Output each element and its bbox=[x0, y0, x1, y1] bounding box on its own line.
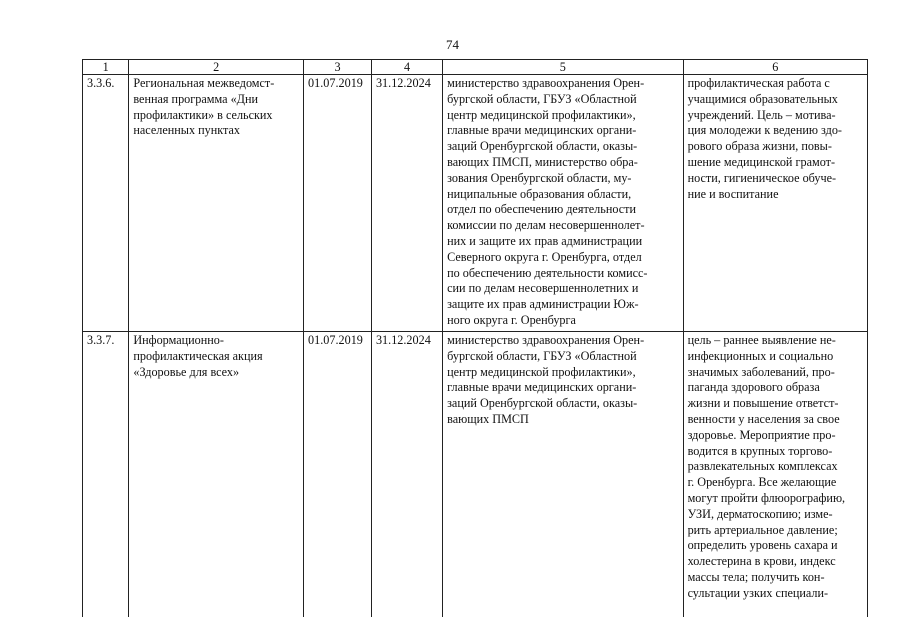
text-line: них и защите их прав администрации bbox=[447, 233, 643, 248]
expected-result bbox=[683, 75, 867, 332]
measures-table bbox=[82, 59, 868, 617]
text-line: учащимися образовательных bbox=[687, 91, 838, 106]
start-date: 01.07.2019 bbox=[304, 332, 372, 617]
page-number: 74 bbox=[446, 37, 459, 52]
expected-result bbox=[683, 332, 867, 617]
text-line: УЗИ, дерматоскопию; изме- bbox=[687, 506, 833, 521]
text-line: Информационно- bbox=[133, 333, 224, 347]
measure-name bbox=[129, 75, 304, 332]
text-line: определить уровень сахара и bbox=[687, 538, 838, 553]
text-line: зования Оренбургской области, му- bbox=[447, 170, 632, 185]
text-line: сультации узких специали- bbox=[687, 585, 829, 600]
text-line: Северного округа г. Оренбурга, отдел bbox=[447, 249, 642, 264]
end-date: 31.12.2024 bbox=[371, 332, 442, 617]
text-line: жизни и повышение ответст- bbox=[687, 396, 839, 411]
text-line: значимых заболеваний, про- bbox=[687, 364, 835, 379]
column-number-row bbox=[83, 60, 868, 75]
table-row bbox=[83, 332, 868, 617]
text-line: вающих ПМСП bbox=[447, 411, 529, 426]
text-line: министерство здравоохранения Орен- bbox=[447, 76, 645, 90]
text-line: главные врачи медицинских органи- bbox=[447, 380, 637, 395]
text-line: шение медицинской грамот- bbox=[687, 154, 836, 169]
text-line: рового образа жизни, повы- bbox=[687, 139, 832, 154]
text-line: заций Оренбургской области, оказы- bbox=[447, 396, 638, 411]
text-line: ние и воспитание bbox=[687, 186, 779, 201]
text-line: министерство здравоохранения Орен- bbox=[447, 333, 645, 347]
text-line: комиссии по делам несовершеннолет- bbox=[447, 218, 645, 233]
text-line: профилактики» в сельских bbox=[133, 107, 273, 122]
text-line: холестерина в крови, индекс bbox=[687, 554, 836, 569]
text-line: развлекательных комплексах bbox=[687, 459, 838, 474]
text-line: бургской области, ГБУЗ «Областной bbox=[447, 348, 637, 363]
table-row bbox=[83, 75, 868, 332]
column-number: 2 bbox=[129, 60, 304, 75]
text-line: учреждений. Цель – мотива- bbox=[687, 107, 836, 122]
text-line: населенных пунктах bbox=[133, 123, 241, 138]
measure-name bbox=[129, 332, 304, 617]
text-line: защите их прав администрации Юж- bbox=[447, 297, 639, 312]
text-line: профилактическая работа с bbox=[687, 76, 830, 90]
text-line: венная программа «Дни bbox=[133, 91, 259, 106]
text-line: водится в крупных торгово- bbox=[687, 443, 833, 458]
text-line: ного округа г. Оренбурга bbox=[447, 312, 576, 327]
item-number: 3.3.6. bbox=[83, 75, 129, 332]
text-line: отдел по обеспечению деятельности bbox=[447, 202, 636, 217]
text-line: массы тела; получить кон- bbox=[687, 569, 825, 584]
text-line: инфекционных и социально bbox=[687, 348, 834, 363]
text-line: цель – раннее выявление не- bbox=[687, 333, 836, 347]
executors bbox=[443, 75, 683, 332]
text-line: профилактическая акция bbox=[133, 348, 263, 363]
executors bbox=[443, 332, 683, 617]
text-line: могут пройти флюорографию, bbox=[687, 490, 846, 505]
column-number: 6 bbox=[683, 60, 867, 75]
text-line: вающих ПМСП, министерство обра- bbox=[447, 154, 638, 169]
column-number: 1 bbox=[83, 60, 129, 75]
text-line: паганда здорового образа bbox=[687, 380, 820, 395]
text-line: ниципальные образования области, bbox=[447, 186, 632, 201]
text-line: заций Оренбургской области, оказы- bbox=[447, 139, 638, 154]
column-number: 3 bbox=[304, 60, 372, 75]
text-line: «Здоровье для всех» bbox=[133, 364, 240, 379]
column-number: 4 bbox=[371, 60, 442, 75]
text-line: по обеспечению деятельности комисс- bbox=[447, 265, 648, 280]
text-line: здоровье. Мероприятие про- bbox=[687, 427, 836, 442]
text-line: бургской области, ГБУЗ «Областной bbox=[447, 91, 637, 106]
text-line: венности у населения за свое bbox=[687, 411, 840, 426]
column-number: 5 bbox=[443, 60, 683, 75]
start-date: 01.07.2019 bbox=[304, 75, 372, 332]
text-line: г. Оренбурга. Все желающие bbox=[687, 475, 837, 490]
text-line: рить артериальное давление; bbox=[687, 522, 838, 537]
text-line: центр медицинской профилактики», bbox=[447, 364, 636, 379]
text-line: главные врачи медицинских органи- bbox=[447, 123, 637, 138]
text-line: центр медицинской профилактики», bbox=[447, 107, 636, 122]
text-line: ности, гигиеническое обуче- bbox=[687, 170, 837, 185]
text-line: ция молодежи к ведению здо- bbox=[687, 123, 842, 138]
text-line: Региональная межведомст- bbox=[133, 76, 275, 90]
item-number: 3.3.7. bbox=[83, 332, 129, 617]
text-line: сии по делам несовершеннолетних и bbox=[447, 281, 639, 296]
end-date: 31.12.2024 bbox=[371, 75, 442, 332]
